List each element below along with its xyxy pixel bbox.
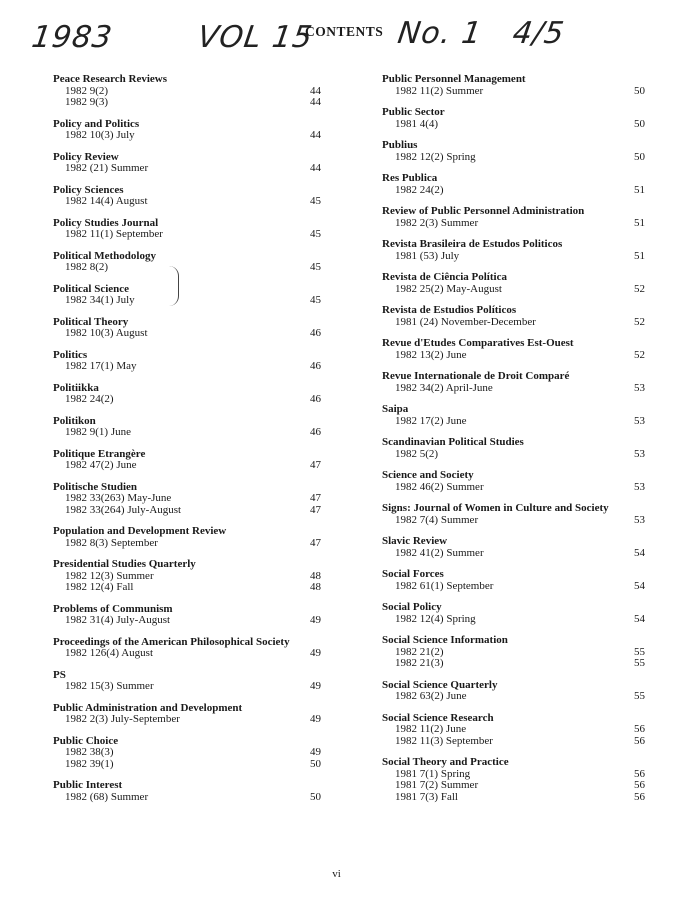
issue-text: 1982 34(1) July xyxy=(65,294,135,306)
issue-row xyxy=(53,130,321,142)
page-ref: 53 xyxy=(634,414,645,427)
page-ref: 49 xyxy=(310,713,321,725)
issue-row xyxy=(382,317,645,329)
journal-entry xyxy=(53,218,321,241)
page-ref: 56 xyxy=(634,723,645,735)
issue-row xyxy=(53,792,321,804)
journal-entry xyxy=(53,670,321,693)
journal-entry xyxy=(382,503,645,526)
journal-entry xyxy=(53,604,321,627)
page-ref: 47 xyxy=(310,503,321,516)
journal-title: Policy Studies Journal xyxy=(53,216,159,229)
page-ref: 55 xyxy=(634,645,645,658)
page-ref: 51 xyxy=(634,249,645,262)
issue-row xyxy=(382,251,645,263)
issue-text: 1982 46(2) Summer xyxy=(395,480,484,493)
journal-title: Public Interest xyxy=(53,779,123,791)
issue-text: 1982 11(3) September xyxy=(395,734,493,747)
issue-text: 1982 33(263) May-June xyxy=(65,492,172,504)
journal-entry xyxy=(53,350,321,373)
page-ref: 47 xyxy=(310,536,321,549)
journal-entry xyxy=(382,635,645,670)
issue-row xyxy=(53,97,321,109)
issue-row xyxy=(382,548,645,560)
issue-text: 1982 17(2) June xyxy=(395,414,467,427)
issue-text: 1981 7(1) Spring xyxy=(395,767,471,780)
journal-title: Politics xyxy=(53,348,88,361)
issue-text: 1982 13(2) June xyxy=(395,348,467,361)
issue-text: 1982 (68) Summer xyxy=(65,790,149,803)
journal-entry xyxy=(382,470,645,493)
journal-entry xyxy=(382,239,645,262)
issue-row xyxy=(53,714,321,726)
journal-title: Policy Review xyxy=(53,150,119,163)
journal-entry xyxy=(382,569,645,592)
page-ref: 46 xyxy=(310,360,321,372)
contents-column-right xyxy=(382,74,645,813)
page-ref: 53 xyxy=(634,480,645,493)
issue-row xyxy=(382,614,645,626)
journal-entry xyxy=(382,74,645,97)
page-ref: 52 xyxy=(634,348,645,361)
journal-title: Social Science Information xyxy=(382,634,508,646)
page-ref: 56 xyxy=(634,790,645,803)
issue-text: 1982 10(3) August xyxy=(65,327,148,339)
journal-title: Review of Public Personnel Administration xyxy=(382,205,585,217)
issue-text: 1982 (21) Summer xyxy=(65,162,149,174)
journal-entry xyxy=(382,437,645,460)
issue-row xyxy=(53,615,321,627)
issue-text: 1982 8(2) xyxy=(65,261,109,273)
journal-title: Politische Studien xyxy=(53,480,138,493)
page-ref: 56 xyxy=(634,779,645,791)
journal-title: Saipa xyxy=(382,403,409,415)
journal-entry xyxy=(382,757,645,803)
issue-row xyxy=(382,119,645,131)
issue-row xyxy=(53,229,321,241)
journal-entry xyxy=(53,74,321,109)
page-ref: 50 xyxy=(634,84,645,97)
issue-row xyxy=(53,295,321,307)
issue-row xyxy=(53,427,321,439)
journal-entry xyxy=(53,526,321,549)
journal-entry xyxy=(53,559,321,594)
issue-text: 1982 41(2) Summer xyxy=(395,546,484,559)
issue-text: 1981 7(3) Fall xyxy=(395,790,458,803)
issue-row xyxy=(382,416,645,428)
journal-title: Revista Brasileira de Estudos Politicos xyxy=(382,238,563,250)
issue-row xyxy=(382,581,645,593)
issue-text: 1982 47(2) June xyxy=(65,459,137,471)
issue-text: 1982 11(1) September xyxy=(65,228,163,240)
issue-text: 1982 2(3) July-September xyxy=(65,713,180,725)
issue-text: 1981 7(2) Summer xyxy=(395,779,479,791)
handwritten-year: 1983 xyxy=(29,20,115,55)
issue-text: 1981 (24) November-December xyxy=(395,315,536,328)
issue-row xyxy=(382,86,645,98)
journal-title: Publius xyxy=(382,139,418,151)
journal-title: Policy and Politics xyxy=(53,117,140,130)
page-ref: 45 xyxy=(310,261,321,273)
journal-title: Policy Sciences xyxy=(53,183,124,196)
journal-title: Social Science Quarterly xyxy=(382,678,498,691)
journal-title: PS xyxy=(53,668,66,681)
journal-entry xyxy=(53,251,321,274)
issue-text: 1982 33(264) July-August xyxy=(65,503,182,516)
issue-row xyxy=(382,449,645,461)
issue-row xyxy=(53,196,321,208)
journal-title: Signs: Journal of Women in Culture and Society xyxy=(382,502,609,514)
page-ref: 44 xyxy=(310,129,321,141)
journal-title: Revista de Estudios Políticos xyxy=(382,304,517,316)
issue-text: 1982 17(1) May xyxy=(65,360,137,372)
issue-text: 1982 2(3) Summer xyxy=(395,216,479,229)
page-ref: 50 xyxy=(634,117,645,130)
issue-text: 1982 39(1) xyxy=(65,757,114,770)
issue-text: 1982 12(3) Summer xyxy=(65,569,154,582)
page-ref: 48 xyxy=(310,569,321,582)
page-ref: 54 xyxy=(634,579,645,592)
issue-text: 1982 12(4) Fall xyxy=(65,581,134,593)
issue-text: 1982 14(4) August xyxy=(65,195,148,207)
journal-entry xyxy=(53,780,321,803)
issue-row xyxy=(382,724,645,736)
issue-text: 1982 10(3) July xyxy=(65,129,135,141)
journal-entry xyxy=(53,317,321,340)
issue-row xyxy=(53,163,321,175)
journal-entry xyxy=(53,449,321,472)
page-ref: 54 xyxy=(634,612,645,625)
journal-entry xyxy=(382,140,645,163)
journal-entry xyxy=(53,284,321,307)
issue-text: 1982 8(3) September xyxy=(65,536,158,549)
page-ref: 50 xyxy=(634,150,645,163)
issue-row xyxy=(382,152,645,164)
page-ref: 46 xyxy=(310,327,321,339)
page-number: vi xyxy=(332,868,341,880)
page-ref: 52 xyxy=(634,282,645,295)
journal-title: Politikon xyxy=(53,414,96,427)
page-ref: 45 xyxy=(310,294,321,306)
issue-row xyxy=(53,759,321,771)
issue-row xyxy=(382,736,645,748)
journal-entry xyxy=(53,119,321,142)
journal-title: Res Publica xyxy=(382,172,438,184)
issue-row xyxy=(382,383,645,395)
issue-text: 1982 24(2) xyxy=(395,183,444,196)
journal-title: Problems of Communism xyxy=(53,602,173,615)
issue-text: 1982 61(1) September xyxy=(395,579,494,592)
page-ref: 46 xyxy=(310,426,321,438)
issue-row xyxy=(53,505,321,517)
issue-row xyxy=(382,482,645,494)
page-ref: 56 xyxy=(634,767,645,780)
issue-text: 1982 9(2) xyxy=(65,84,109,97)
journal-entry xyxy=(382,305,645,328)
issue-row xyxy=(382,350,645,362)
journal-entry xyxy=(53,482,321,517)
issue-text: 1982 11(2) June xyxy=(395,723,467,735)
issue-row xyxy=(53,493,321,505)
page-ref: 44 xyxy=(310,84,321,97)
journal-title: Presidential Studies Quarterly xyxy=(53,558,196,570)
journal-entry xyxy=(382,272,645,295)
journal-title: Slavic Review xyxy=(382,535,448,547)
page-ref: 44 xyxy=(310,96,321,108)
journal-entry xyxy=(382,680,645,703)
journal-entry xyxy=(382,371,645,394)
issue-row xyxy=(382,691,645,703)
page-ref: 54 xyxy=(634,546,645,559)
issue-row xyxy=(53,538,321,550)
issue-row xyxy=(382,792,645,804)
journal-entry xyxy=(382,173,645,196)
issue-text: 1982 12(2) Spring xyxy=(395,150,476,163)
page-ref: 49 xyxy=(310,614,321,626)
journal-entry xyxy=(53,416,321,439)
issue-row xyxy=(382,780,645,792)
issue-text: 1982 31(4) July-August xyxy=(65,614,171,626)
page-ref: 49 xyxy=(310,680,321,692)
issue-text: 1982 24(2) xyxy=(65,393,114,405)
issue-row xyxy=(382,185,645,197)
journal-entry xyxy=(382,338,645,361)
journal-title: Politique Etrangère xyxy=(53,447,146,460)
page-ref: 53 xyxy=(634,447,645,460)
issue-text: 1982 9(3) xyxy=(65,96,109,108)
page-ref: 49 xyxy=(310,647,321,659)
issue-row xyxy=(53,582,321,594)
journal-title: Scandinavian Political Studies xyxy=(382,436,524,448)
issue-row xyxy=(53,747,321,759)
journal-entry xyxy=(382,713,645,748)
issue-text: 1982 21(3) xyxy=(395,657,444,669)
journal-title: Social Science Research xyxy=(382,711,494,724)
page-ref: 47 xyxy=(310,459,321,471)
journal-entry xyxy=(53,383,321,406)
issue-text: 1982 12(4) Spring xyxy=(395,612,476,625)
page-ref: 51 xyxy=(634,183,645,196)
issue-text: 1981 (53) July xyxy=(395,249,460,262)
journal-entry xyxy=(382,536,645,559)
issue-row xyxy=(382,658,645,670)
journal-entry xyxy=(382,206,645,229)
journal-title: Public Choice xyxy=(53,734,119,747)
page-ref: 44 xyxy=(310,162,321,174)
issue-row xyxy=(53,262,321,274)
journal-entry xyxy=(53,703,321,726)
page-ref: 46 xyxy=(310,393,321,405)
issue-row xyxy=(53,460,321,472)
page-ref: 51 xyxy=(634,216,645,229)
journal-entry xyxy=(382,602,645,625)
journal-title: Political Methodology xyxy=(53,249,156,262)
journal-title: Peace Research Reviews xyxy=(53,73,168,85)
journal-entry xyxy=(53,152,321,175)
handwritten-volume: VOL 15 xyxy=(195,20,316,55)
journal-title: Social Policy xyxy=(382,601,442,613)
journal-title: Public Sector xyxy=(382,106,445,118)
journal-entry xyxy=(53,637,321,660)
issue-text: 1982 25(2) May-August xyxy=(395,282,502,295)
issue-text: 1982 34(2) April-June xyxy=(395,381,493,394)
journal-title: Revista de Ciência Política xyxy=(382,271,507,283)
journal-title: Public Personnel Management xyxy=(382,73,526,85)
pencil-brace-mark xyxy=(168,266,179,306)
issue-row xyxy=(53,681,321,693)
page-ref: 48 xyxy=(310,581,321,593)
journal-title: Social Theory and Practice xyxy=(382,756,509,768)
page-ref: 55 xyxy=(634,690,645,702)
page-ref: 53 xyxy=(634,381,645,394)
issue-text: 1982 126(4) August xyxy=(65,647,153,659)
journal-title: Science and Society xyxy=(382,469,474,481)
issue-text: 1981 4(4) xyxy=(395,117,439,130)
page-ref: 47 xyxy=(310,492,321,504)
journal-title: Proceedings of the American Philosophical Society xyxy=(53,635,290,648)
page-ref: 55 xyxy=(634,657,645,669)
page-ref: 50 xyxy=(310,790,321,803)
journal-title: Political Theory xyxy=(53,315,129,328)
issue-row xyxy=(53,394,321,406)
issue-row xyxy=(382,515,645,527)
issue-row xyxy=(53,648,321,660)
journal-entry xyxy=(382,107,645,130)
issue-row xyxy=(382,218,645,230)
page-ref: 50 xyxy=(310,757,321,770)
issue-text: 1982 11(2) Summer xyxy=(395,84,484,97)
page-title: CONTENTS xyxy=(305,24,384,39)
page-ref: 52 xyxy=(634,315,645,328)
journal-title: Political Science xyxy=(53,282,130,295)
handwritten-fraction: 4/5 xyxy=(510,16,567,51)
issue-row xyxy=(53,328,321,340)
journal-title: Social Forces xyxy=(382,568,444,580)
issue-text: 1982 38(3) xyxy=(65,746,114,758)
issue-text: 1982 21(2) xyxy=(395,645,444,658)
issue-text: 1982 63(2) June xyxy=(395,690,467,702)
journal-entry xyxy=(53,185,321,208)
journal-entry xyxy=(53,736,321,771)
journal-entry xyxy=(382,404,645,427)
issue-text: 1982 5(2) xyxy=(395,447,439,460)
page-ref: 56 xyxy=(634,734,645,747)
issue-text: 1982 9(1) June xyxy=(65,426,131,438)
journal-title: Public Administration and Development xyxy=(53,701,243,714)
journal-title: Revue d'Etudes Comparatives Est-Ouest xyxy=(382,337,574,349)
page-ref: 45 xyxy=(310,228,321,240)
issue-row xyxy=(382,284,645,296)
handwritten-number: No. 1 xyxy=(395,16,485,51)
contents-column-left xyxy=(53,74,321,813)
issue-text: 1982 7(4) Summer xyxy=(395,513,479,526)
journal-title: Population and Development Review xyxy=(53,525,227,537)
journal-title: Politiikka xyxy=(53,381,99,394)
journal-title: Revue Internationale de Droit Comparé xyxy=(382,370,570,382)
issue-row xyxy=(53,361,321,373)
page-ref: 45 xyxy=(310,195,321,207)
issue-text: 1982 15(3) Summer xyxy=(65,680,154,692)
page-ref: 53 xyxy=(634,513,645,526)
page-ref: 49 xyxy=(310,746,321,758)
